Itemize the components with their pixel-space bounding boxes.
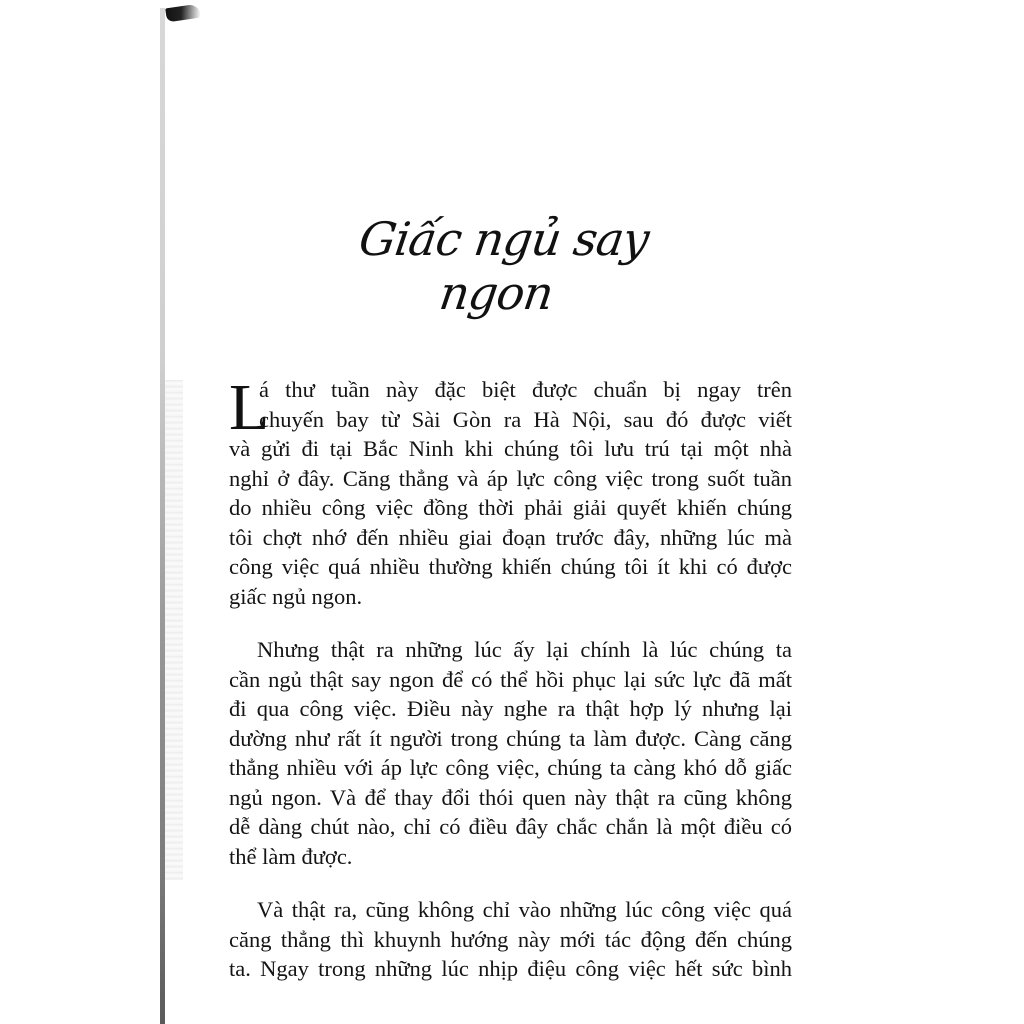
text-line: do nhiều công việc đồng thời phải giải quyết khiến chúng bbox=[229, 495, 792, 520]
binding-shadow bbox=[165, 380, 183, 880]
text-line: căng thẳng thì khuynh hướng này mới tác động đến chúng bbox=[229, 926, 792, 952]
text-line: thẳng nhiều với áp lực công việc, chúng ta càng khó dỗ giấc bbox=[229, 755, 792, 780]
paragraph-1 bbox=[229, 371, 792, 611]
drop-cap: L bbox=[229, 371, 270, 444]
chapter-title: Giấc ngủ say ngon bbox=[355, 212, 652, 320]
text-line: nghỉ ở đây. Căng thẳng và áp lực công việc trong suốt tuần bbox=[229, 465, 792, 491]
corner-smudge bbox=[165, 4, 201, 23]
text-line: dường như rất ít người trong chúng ta làm được. Càng căng bbox=[229, 725, 792, 751]
text-line: thể làm được. bbox=[229, 843, 353, 869]
text-line: tôi chợt nhớ đến nhiều giai đoạn trước đây, những lúc mà bbox=[229, 524, 792, 550]
paragraph-2 bbox=[229, 635, 792, 871]
text-line: đi qua công việc. Điều này nghe ra thật hợp lý nhưng lại bbox=[229, 696, 792, 721]
text-line: giấc ngủ ngon. bbox=[229, 583, 363, 609]
body-text bbox=[229, 371, 792, 984]
text-line: ta. Ngay trong những lúc nhịp điệu công việc hết sức bình bbox=[229, 956, 792, 981]
text-line: Nhưng thật ra những lúc ấy lại chính là lúc chúng ta bbox=[257, 637, 792, 662]
text-line: chuyến bay từ Sài Gòn ra Hà Nội, sau đó được viết bbox=[259, 406, 792, 432]
paragraph-3 bbox=[229, 895, 792, 984]
text-line: Và thật ra, cũng không chỉ vào những lúc công việc quá bbox=[257, 897, 792, 922]
text-line: ngủ ngon. Và để thay đổi thói quen này thật ra cũng không bbox=[229, 784, 792, 810]
text-line: cần ngủ thật say ngon để có thể hồi phục lại sức lực đã mất bbox=[229, 666, 792, 692]
text-line: dễ dàng chút nào, chỉ có điều đây chắc chắn là một điều có bbox=[229, 814, 792, 839]
text-line: và gửi đi tại Bắc Ninh khi chúng tôi lưu trú tại một nhà bbox=[229, 436, 792, 461]
text-line: công việc quá nhiều thường khiến chúng tôi ít khi có được bbox=[229, 554, 792, 579]
text-line: á thư tuần này đặc biệt được chuẩn bị ngay trên bbox=[259, 377, 792, 402]
